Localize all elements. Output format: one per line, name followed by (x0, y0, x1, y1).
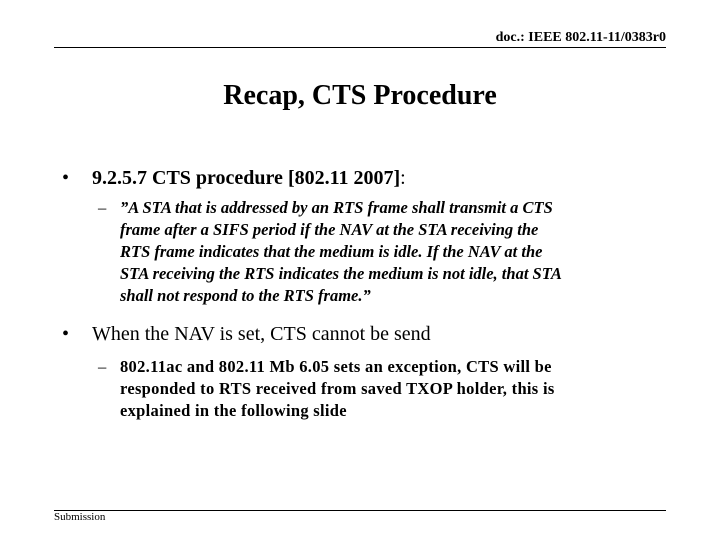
sub-bullet-marker: – (98, 198, 107, 217)
bullet-text: When the NAV is set, CTS cannot be send (92, 323, 431, 345)
bullet-marker: • (62, 323, 70, 345)
header-divider (54, 47, 666, 48)
sub-bullet-cts-quote (98, 197, 668, 307)
document-id: doc.: IEEE 802.11-11/0383r0 (495, 30, 666, 45)
sub-bullet-marker: – (98, 357, 107, 376)
cts-quote-text: ”A STA that is addressed by an RTS frame shall transmit a CTS frame after a SIFS period if the NAV at the STA receiving the RTS frame indicates that the medium is idle. If the NAV at the STA receiving the RTS indicates the medium is not idle, that STA shall not respond to the RTS frame.” (120, 198, 562, 305)
sub-bullet-exception (98, 356, 668, 422)
slide-title: Recap, CTS Procedure (223, 80, 497, 111)
bullet-marker: • (62, 167, 70, 189)
bullet-heading: 9.2.5.7 CTS procedure [802.11 2007] (92, 167, 401, 189)
bullet-cts-procedure (62, 166, 406, 190)
bullet-heading-suffix: : (400, 167, 406, 189)
bullet-nav-set (62, 322, 431, 346)
footer-submission: Submission (54, 511, 106, 523)
footer-divider (54, 510, 666, 511)
exception-text: 802.11ac and 802.11 Mb 6.05 sets an exception, CTS will be responded to RTS received from saved TXOP holder, this is explained in the following slide (120, 357, 555, 420)
